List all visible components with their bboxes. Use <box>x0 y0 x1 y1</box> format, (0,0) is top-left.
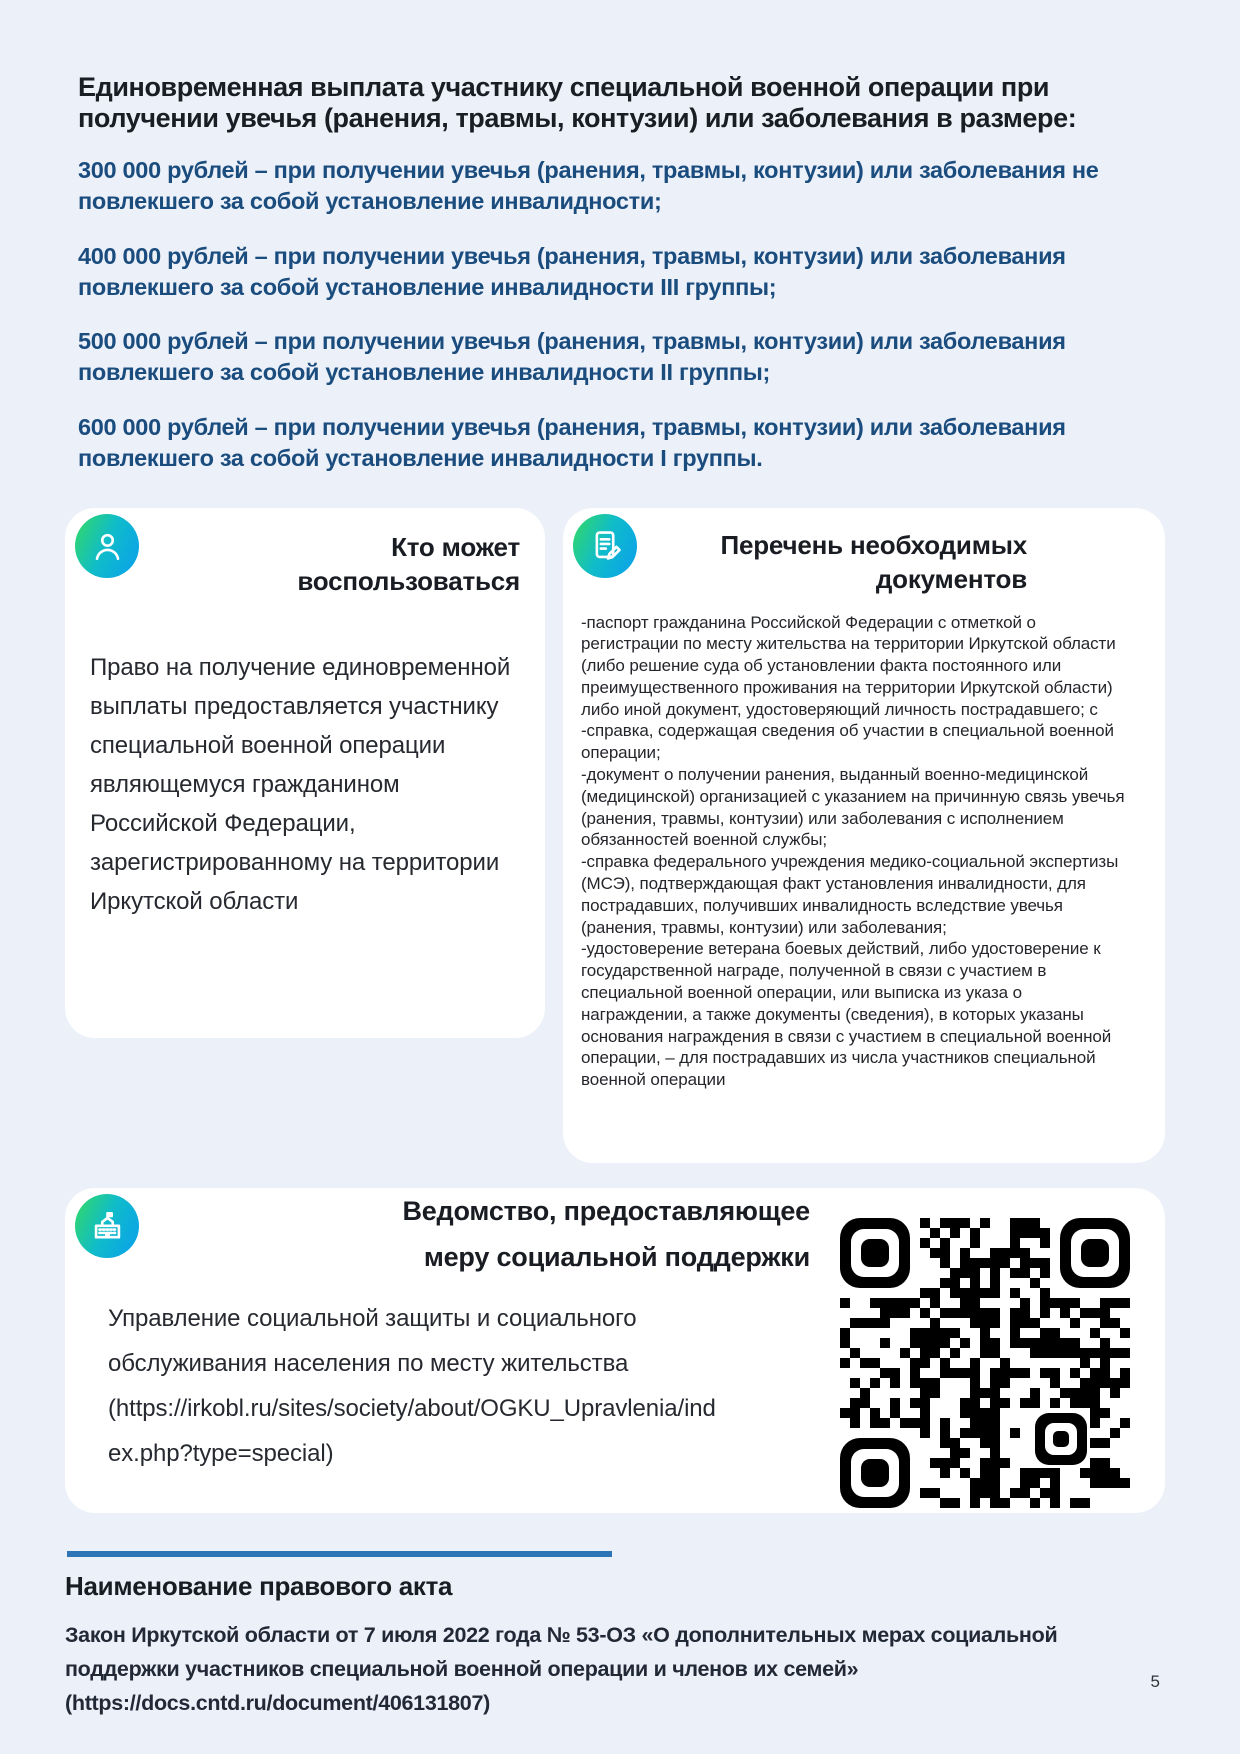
qr-code <box>840 1218 1130 1508</box>
legal-divider <box>67 1551 612 1557</box>
legal-title: Наименование правового акта <box>65 1570 453 1601</box>
intro-section <box>78 72 1165 474</box>
eligibility-card <box>65 508 545 1038</box>
documents-title: Перечень необходимых документов <box>720 529 1027 594</box>
cards-row <box>65 508 1165 1163</box>
agency-body: Управление социальной защиты и социального обслуживания населения по месту жительства (https://irkobl.ru/sites/society/about/OGKU_Upravlenia/index.php?type=special) <box>108 1304 716 1467</box>
payment-item-400000: 400 000 рублей – при получении увечья (ранения, травмы, контузии) или заболевания повлекшего за собой установление инвалидности III группы; <box>78 242 1066 300</box>
agency-title: Ведомство, предоставляющее меру социальной поддержки <box>402 1195 810 1272</box>
document-edit-icon <box>573 514 637 578</box>
document-item: -справка федерального учреждения медико-социальной экспертизы (МСЭ), подтверждающая факт установления инвалидности, для пострадавших, получивших инвалидность вследствие увечья (ранения, травмы, контузии) или заболевания; <box>581 852 1119 937</box>
document-item: -справка, содержащая сведения об участии в специальной военной операции; <box>581 721 1114 763</box>
documents-list <box>581 612 1127 1092</box>
document-item: -документ о получении ранения, выданный военно-медицинской (медицинской) организацией с указанием на причинную связь увечья (ранения, травмы, контузии) или заболевания с исполнением обязанностей военной службы; <box>581 765 1125 850</box>
eligibility-title: Кто может воспользоваться <box>297 531 520 596</box>
page-number: 5 <box>1150 1672 1160 1691</box>
document-item: -паспорт гражданина Российской Федерации с отметкой о регистрации по месту жительства на территории Иркутской области (либо решение суда об установлении факта постоянного или преимущественного проживания на территории Иркутской области) либо иной документ, удостоверяющий личность пострадавшего; с <box>581 612 1116 719</box>
building-icon <box>75 1194 139 1258</box>
page-content <box>65 0 1165 1720</box>
documents-card <box>563 508 1165 1163</box>
legal-body: Закон Иркутской области от 7 июля 2022 года № 53-ОЗ «О дополнительных мерах социальной поддержки участников специальной военной операции и членов их семей» (https://docs.cntd.ru/document/406131807) <box>65 1622 1058 1715</box>
payment-item-600000: 600 000 рублей – при получении увечья (ранения, травмы, контузии) или заболевания повлекшего за собой установление инвалидности I группы. <box>78 413 1066 471</box>
document-item: -удостоверение ветерана боевых действий, либо удостоверение к государственной награде, полученной в связи с участием в специальной военной операции, или выписка из указа о награждении, а также документы (сведения), в которых указаны основания награждения в связи с участием в специальной военной операции, – для пострадавших из числа участников специальной военной операции <box>581 939 1112 1090</box>
payment-item-500000: 500 000 рублей – при получении увечья (ранения, травмы, контузии) или заболевания повлекшего за собой установление инвалидности II группы; <box>78 328 1066 385</box>
person-icon <box>75 514 139 578</box>
agency-card <box>65 1188 1165 1513</box>
page-title: Единовременная выплата участнику специальной военной операции при получении увечья (ранения, травмы, контузии) или заболевания в размере: <box>78 72 1077 133</box>
payment-item-300000: 300 000 рублей – при получении увечья (ранения, травмы, контузии) или заболевания не повлекшего за собой установление инвалидности; <box>78 157 1099 214</box>
eligibility-body: Право на получение единовременной выплаты предоставляется участнику специальной военной операции являющемуся гражданином Российской Федерации, зарегистрированному на территории Иркутской области <box>90 653 511 915</box>
